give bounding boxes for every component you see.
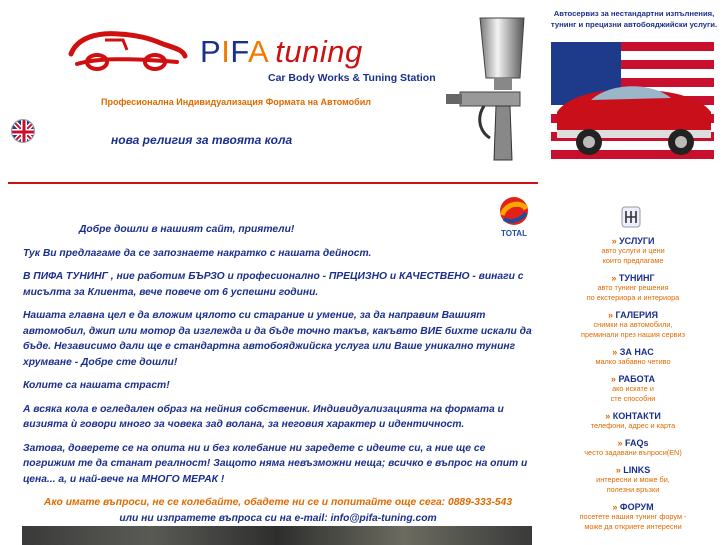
professional-tagline: Професионална Индивидуализация Формата на Автомобил	[101, 97, 371, 107]
menu-item-gallery[interactable]	[553, 310, 713, 340]
brand-letter: A	[248, 34, 270, 69]
menu-item-services[interactable]	[553, 236, 713, 266]
email-text: или ни изпратете въпроса си на e-mail:	[119, 512, 331, 524]
menu-desc: интересни и може би,	[596, 475, 670, 484]
brand-letter: F	[230, 34, 249, 69]
menu-desc: често задавани въпроси(EN)	[584, 448, 682, 457]
uk-flag-icon[interactable]	[11, 119, 35, 143]
mustang-flag-photo	[551, 42, 714, 169]
menu-desc: преминали през нашия сервиз	[581, 330, 685, 339]
menu-desc: полезни връзки	[606, 485, 660, 494]
menu-item-forum[interactable]	[553, 502, 713, 532]
menu-item-tuning[interactable]	[553, 273, 713, 303]
menu-title: » ГАЛЕРИЯ	[608, 310, 658, 320]
menu-item-faqs[interactable]	[553, 438, 713, 458]
menu-item-links[interactable]	[553, 465, 713, 495]
svg-text:TOTAL: TOTAL	[501, 229, 527, 238]
main-content	[23, 222, 533, 526]
menu-item-about[interactable]	[553, 347, 713, 367]
identity-paragraph: А всяка кола е огледален образ на нейния собственик. Индивидуализацията на формата и визията ѝ говори много за човека зад волана, за неговия характер и идентичност.	[23, 403, 504, 430]
slogan: нова религия за твоята кола	[111, 133, 293, 147]
menu-title-label: FAQs	[625, 438, 649, 448]
menu-title-label: ГАЛЕРИЯ	[615, 310, 658, 320]
sidebar-menu	[553, 236, 713, 539]
menu-title: » КОНТАКТИ	[605, 411, 661, 421]
menu-title-label: ТУНИНГ	[618, 273, 655, 283]
car-logo-icon	[67, 28, 189, 72]
right-header-line: Автосервиз за нестандартни изпълнения,	[553, 9, 715, 18]
menu-title: » FAQs	[617, 438, 649, 448]
menu-title: » РАБОТА	[610, 374, 656, 384]
contact-text: Ако имате въпроси, не се колебайте, обадете ни се и попитайте още сега:	[43, 497, 448, 508]
menu-title: » ФОРУМ	[612, 502, 654, 512]
menu-desc: посетете нашия тунинг форум -	[579, 512, 687, 521]
menu-title: » ЗА НАС	[612, 347, 654, 357]
brand-name[interactable]	[200, 34, 363, 70]
header-divider	[8, 182, 538, 184]
menu-title: » LINKS	[615, 465, 651, 475]
right-header	[546, 8, 722, 30]
spray-gun-image	[440, 14, 536, 162]
contact-line	[23, 495, 533, 511]
menu-title-label: LINKS	[623, 465, 651, 475]
menu-desc: телефони, адрес и карта	[590, 421, 676, 430]
menu-desc: по екстериора и интериора	[586, 293, 680, 302]
menu-title: » ТУНИНГ	[611, 273, 655, 283]
menu-title-label: КОНТАКТИ	[612, 411, 661, 421]
menu-title: » УСЛУГИ	[611, 236, 655, 246]
bottom-car-photo	[22, 526, 532, 545]
menu-desc: ако искате и	[612, 384, 654, 393]
menu-title-label: ЗА НАС	[619, 347, 654, 357]
trust-paragraph: Затова, доверете се на опита ни и без колебание ни заредете с идеите си, а ние ще се погрижим те да станат реалност! Защото няма невъзможни неща; всичко е въпрос на опит и цена... а, и най-вече на МНОГО МЕРАК !	[23, 442, 528, 485]
menu-desc: снимки на автомобили,	[593, 320, 673, 329]
gear-shift-icon	[621, 206, 641, 228]
menu-item-contacts[interactable]	[553, 411, 713, 431]
brand-tuning: tuning	[275, 34, 363, 69]
menu-desc: малко забавно четиво	[595, 357, 671, 366]
menu-title-label: ФОРУМ	[619, 502, 654, 512]
menu-desc: авто тунинг решения	[597, 283, 669, 292]
menu-desc: може да откриете интересни	[584, 522, 682, 531]
menu-title-label: УСЛУГИ	[619, 236, 655, 246]
site-subtitle: Car Body Works & Tuning Station	[268, 72, 436, 84]
email-link[interactable]: info@pifa-tuning.com	[330, 512, 437, 524]
right-header-line: тунинг и прецизни автобояджийски услуги.	[550, 20, 718, 29]
phone-number[interactable]: 0889-333-543	[447, 497, 513, 508]
menu-title-label: РАБОТА	[618, 374, 656, 384]
goal-paragraph: Нашата главна цел е да вложим цялото си старание и умение, за да направим Вашият автомобил, джип или мотор да изглежда и да бъде точно такъв, какъвто ВИЕ бихте искали да бъде. Независимо дали ще е стандартна автобояджийска услуга или Ваше уникално тунинг хрумване - Добре сте дошли!	[23, 310, 532, 368]
about-paragraph: В ПИФА ТУНИНГ , ние работим БЪРЗО и професионално - ПРЕЦИЗНО и КАЧЕСТВЕНО - винаги с мисълта за Клиента, вече повече от 6 успешни години.	[23, 271, 524, 298]
email-line	[23, 511, 533, 527]
intro-paragraph: Тук Ви предлагаме да се запознаете накратко с нашата дейност.	[23, 247, 372, 259]
brand-letter: P	[200, 34, 222, 69]
welcome-heading: Добре дошли в нашият сайт, приятели!	[79, 224, 295, 235]
menu-desc: сте способни	[610, 394, 656, 403]
brand-letter: I	[221, 34, 231, 69]
menu-desc: авто услуги и цени	[601, 246, 665, 255]
passion-paragraph: Колите са нашата страст!	[23, 380, 170, 391]
menu-item-jobs[interactable]	[553, 374, 713, 404]
menu-desc: които предлагаме	[602, 256, 664, 265]
